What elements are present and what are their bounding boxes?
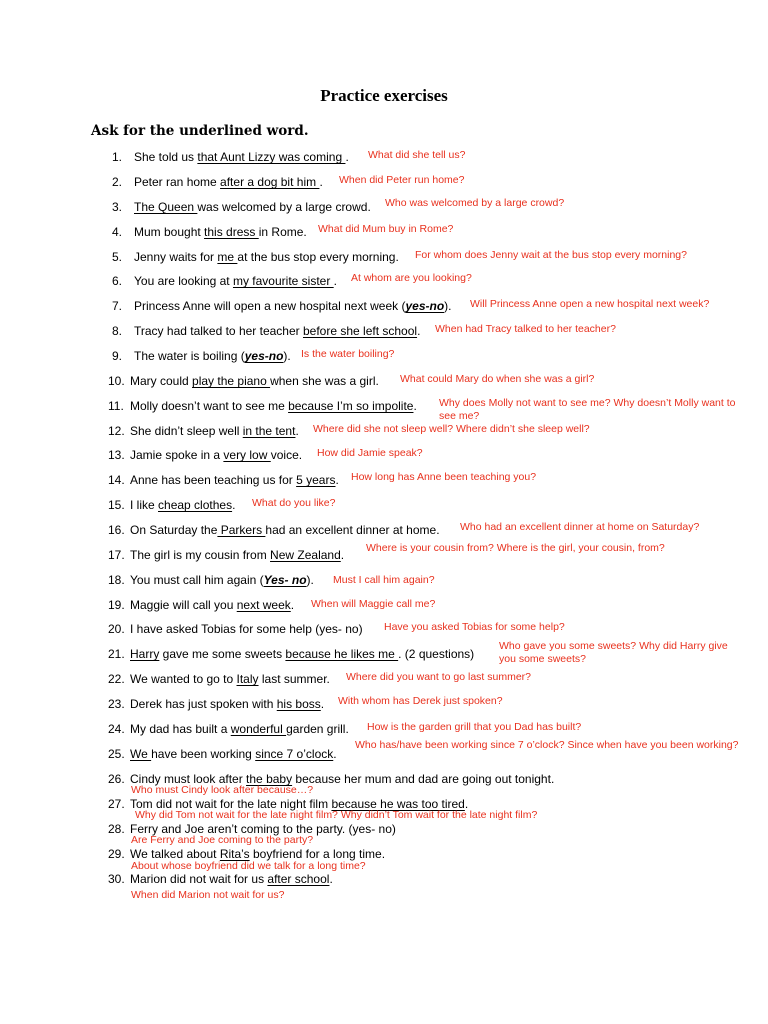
question-text: . [333,274,338,288]
answer-text: Where did she not sleep well? Where didn’t she sleep well? [313,423,590,435]
question-text: We wanted to go to [130,672,237,686]
question-number: 23. [108,697,125,711]
question-number: 15. [108,498,125,512]
question-number: 6. [112,274,123,288]
answer-text: Who was welcomed by a large crowd? [385,197,565,209]
question-number: 14. [108,473,125,487]
question-text: My dad has built a [130,722,231,736]
exercise-question [108,573,314,587]
answer-text: At whom are you looking? [351,272,472,284]
underlined-target: his boss [276,697,321,711]
exercise-question [108,647,474,661]
question-text: Mary could [130,374,193,388]
exercise-question [108,225,307,239]
answer-text: Will Princess Anne open a new hospital next week? [470,298,710,310]
question-text: ). [283,349,291,363]
question-text: Cindy must look after [130,772,247,786]
question-text: . [295,424,299,438]
answer-text: Who had an excellent dinner at home on Saturday? [460,521,700,533]
question-text: gave me some sweets [159,647,286,661]
exercise-question [108,498,235,512]
exercise-question [108,374,379,388]
answer-text: Who gave you some sweets? Why did Harry give you some sweets? [499,640,728,665]
underlined-target: We [130,747,152,761]
answer-text: What did Mum buy in Rome? [318,223,454,235]
question-text: The girl is my cousin from [130,548,271,562]
underlined-target: The Queen [134,200,198,214]
question-text: ). [306,573,314,587]
answer-text: Who has/have been working since 7 o’clock? Since when have you been working? [355,739,739,751]
underlined-target: since 7 o’clock [255,747,334,761]
answer-text: When had Tracy talked to her teacher? [435,323,616,335]
question-text: She didn’t sleep well [130,424,243,438]
question-text: Jenny waits for [134,250,218,264]
question-text: . [320,697,325,711]
question-number: 18. [108,573,125,587]
answer-text: What do you like? [252,497,336,509]
underlined-target: because he likes me [285,647,399,661]
question-text: was welcomed by a large crowd. [197,200,371,214]
underlined-target: New Zealand [270,548,341,562]
question-number: 5. [112,250,123,264]
question-number: 29. [108,847,125,861]
answer-text: How is the garden grill that you Dad has built? [367,721,582,733]
exercise-question [108,622,363,636]
underlined-target: in the tent [242,424,296,438]
exercise-question [108,349,291,363]
question-number: 8. [112,324,123,338]
exercise-question [108,847,385,861]
question-number: 30. [108,872,125,886]
answer-text: With whom has Derek just spoken? [338,695,503,707]
question-number: 3. [112,200,123,214]
exercise-question [108,424,299,438]
question-text: We talked about [130,847,220,861]
exercise-question [108,697,324,711]
answer-text: How long has Anne been teaching you? [351,471,537,483]
question-text: . [329,872,333,886]
underlined-target: wonderful [230,722,287,736]
question-text: last summer. [258,672,330,686]
question-text: Anne has been teaching us for [130,473,297,487]
question-text: The water is boiling ( [134,349,245,363]
question-number: 20. [108,622,125,636]
exercise-question [108,722,349,736]
underlined-target: that Aunt Lizzy was coming [197,150,346,164]
question-number: 21. [108,647,125,661]
question-number: 9. [112,349,123,363]
question-text: On Saturday the [130,523,218,537]
answer-text: Why does Molly not want to see me? Why doesn’t Molly want to see me? [439,397,736,422]
question-number: 10. [108,374,125,388]
question-number: 24. [108,722,125,736]
question-text: had an excellent dinner at home. [265,523,440,537]
question-text: Mum bought [134,225,205,239]
question-number: 19. [108,598,125,612]
exercise-question [108,473,339,487]
question-text: Jamie spoke in a [130,448,224,462]
answer-text: When will Maggie call me? [311,598,436,610]
question-text: at the bus stop every morning. [237,250,399,264]
question-text: She told us [134,150,198,164]
answer-text: When did Marion not wait for us? [131,889,285,901]
question-text: boyfriend for a long time. [249,847,386,861]
question-number: 7. [112,299,123,313]
instruction-heading: Ask for the underlined word. [91,123,309,139]
answer-text: Why did Tom not wait for the late night film? Why didn’t Tom wait for the late night film? [135,809,538,821]
underlined-target: before she left school [302,324,418,338]
underlined-target: play the piano [192,374,271,388]
question-number: 25. [108,747,125,761]
question-text: . [340,548,345,562]
exercise-question [108,175,323,189]
question-text: Molly doesn’t want to see me [130,399,289,413]
question-text: Princess Anne will open a new hospital next week ( [134,299,406,313]
answer-text: Where is your cousin from? Where is the girl, your cousin, from? [366,542,665,554]
yes-no-marker: yes-no [244,349,284,363]
question-text: . [333,747,337,761]
page-title: Practice exercises [320,86,448,105]
question-text: when she was a girl. [270,374,379,388]
exercise-question [108,399,417,413]
question-number: 12. [108,424,125,438]
question-text: You are looking at [134,274,233,288]
underlined-target: my favourite sister [232,274,334,288]
answer-text: About whose boyfriend did we talk for a long time? [131,860,366,872]
question-number: 16. [108,523,125,537]
exercise-question [108,523,440,537]
question-text: Derek has just spoken with [130,697,277,711]
exercise-question [108,548,344,562]
exercise-question [108,299,452,313]
answer-text: For whom does Jenny wait at the bus stop every morning? [415,249,687,261]
question-text: ). [444,299,452,313]
question-text: Tom did not wait for the late night film [130,797,332,811]
question-text: . [345,150,349,164]
question-number: 28. [108,822,125,836]
question-number: 17. [108,548,125,562]
underlined-target: this dress [204,225,259,239]
answer-text: Is the water boiling? [301,348,395,360]
exercise-question [108,672,330,686]
underlined-target: very low [223,448,271,462]
question-text: Tracy had talked to her teacher [134,324,303,338]
question-text: Peter ran home [134,175,221,189]
exercise-question [108,250,399,264]
exercise-question [108,448,302,462]
answer-text: How did Jamie speak? [317,447,423,459]
answer-text: Where did you want to go last summer? [346,671,532,683]
answer-text: When did Peter run home? [339,174,465,186]
answer-text: What could Mary do when she was a girl? [400,373,595,385]
question-text: Ferry and Joe aren’t coming to the party. (yes- no) [130,822,396,836]
exercise-question [108,200,371,214]
question-number: 27. [108,797,125,811]
question-text: . [319,175,323,189]
underlined-target: next week [236,598,291,612]
underlined-target: the baby [246,772,293,786]
yes-no-marker: yes-no [405,299,445,313]
answer-text: Who must Cindy look after because…? [131,784,314,796]
question-text: Maggie will call you [130,598,237,612]
question-text: voice. [270,448,303,462]
underlined-target: cheap clothes [158,498,233,512]
underlined-target: after school [267,872,330,886]
question-text: . [413,399,417,413]
underlined-target: 5 years [296,473,336,487]
exercise-question [108,872,333,886]
question-text: I have asked Tobias for some help (yes- no) [130,622,363,636]
question-text: I like [130,498,159,512]
question-number: 22. [108,672,125,686]
question-number: 1. [112,150,123,164]
question-text: . [335,473,339,487]
underlined-target: Harry [130,647,160,661]
question-number: 4. [112,225,123,239]
underlined-target: Rita’s [219,847,250,861]
question-text: . [464,797,469,811]
question-text: . [417,324,421,338]
exercise-question [108,324,420,338]
question-text: . (2 questions) [398,647,475,661]
answer-text: What did she tell us? [368,149,466,161]
underlined-target: me [217,250,238,264]
question-number: 2. [112,175,123,189]
question-number: 11. [108,399,124,413]
underlined-target: Italy [236,672,259,686]
exercise-question [108,150,349,164]
question-text: have been working [151,747,256,761]
question-text: garden grill. [286,722,349,736]
question-text: in Rome. [258,225,307,239]
underlined-target: because I’m so impolite [288,399,414,413]
question-text: because her mum and dad are going out tonight. [292,772,555,786]
question-text: . [232,498,236,512]
yes-no-marker: Yes- no [263,573,307,587]
question-number: 26. [108,772,125,786]
question-text: . [290,598,295,612]
question-text: You must call him again ( [130,573,264,587]
underlined-target: because he was too tired [331,797,465,811]
exercise-question [108,598,294,612]
underlined-target: after a dog bit him [220,175,320,189]
question-number: 13. [108,448,125,462]
answer-text: Are Ferry and Joe coming to the party? [131,834,314,846]
question-text: Marion did not wait for us [130,872,268,886]
underlined-target: Parkers [217,523,266,537]
exercise-question [108,274,337,288]
answer-text: Have you asked Tobias for some help? [384,621,565,633]
answer-text: Must I call him again? [333,574,435,586]
exercise-question [108,747,337,761]
